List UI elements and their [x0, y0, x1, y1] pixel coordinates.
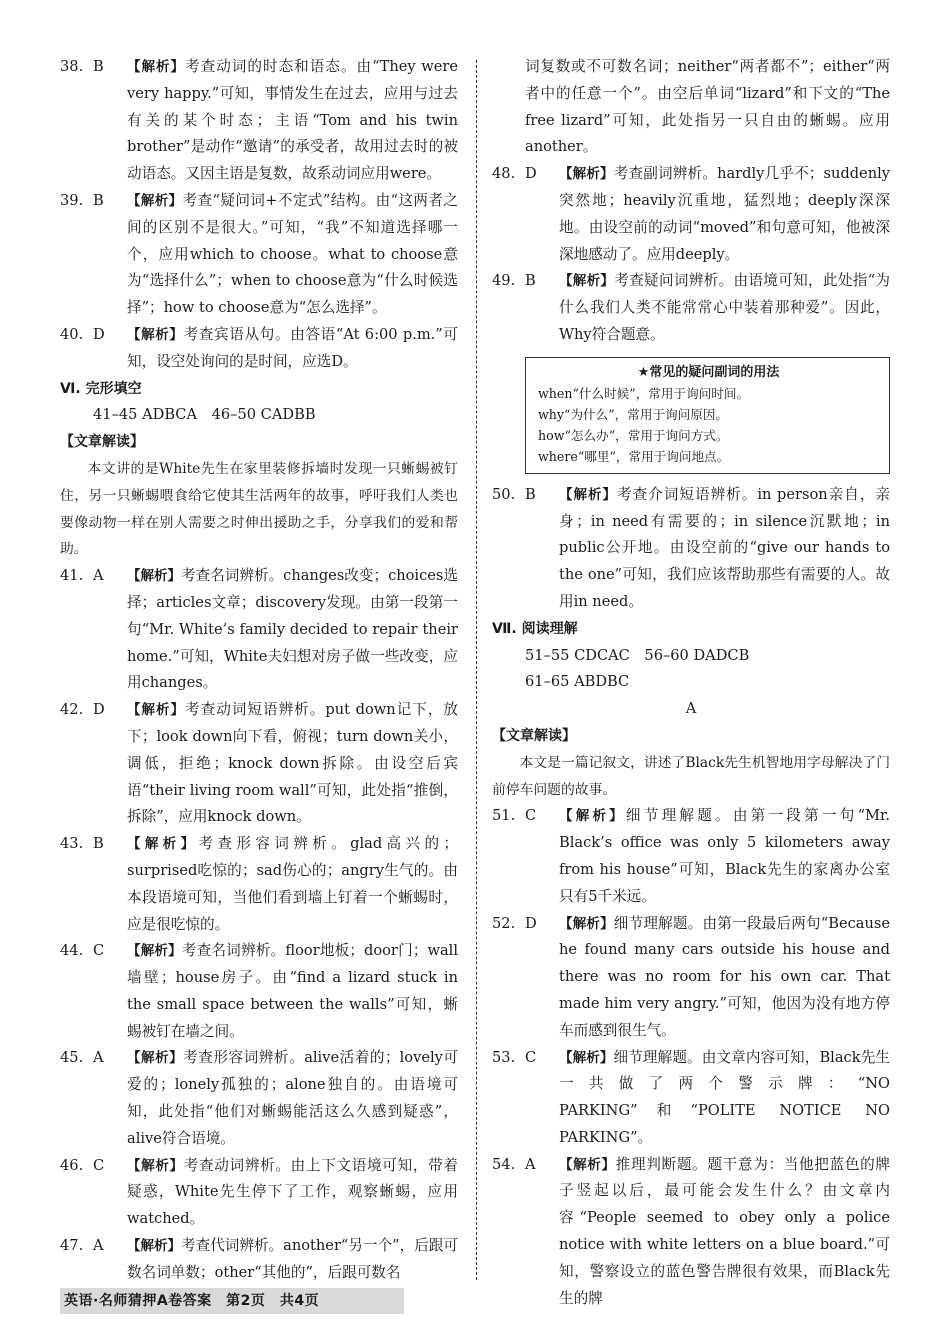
explanation-text: 考查副词辨析。hardly几乎不；suddenly突然地；heavily沉重地，猛烈地；deeply深深地。由设空前的动词“moved”和句意可知，他被深深地感动了。应用deeply。 — [559, 165, 890, 263]
answer-item-46 — [60, 1153, 458, 1233]
article-summary: 本文是一篇记叙文，讲述了Black先生机智地用字母解决了门前停车问题的故事。 — [492, 754, 890, 798]
explanation-text: 细节理解题。由第一段第一句“Mr. Black’s office was only 5 kilometers away from his house”可知，Black先生的家离办公室只有5千米远。 — [559, 807, 891, 905]
answer-letter: B — [93, 191, 104, 209]
explanation-text: 考查形容词辨析。glad高兴的；surprised吃惊的；sad伤心的；angry生气的。由本段语境可知，当他们看到墙上钉着一个蜥蜴时，应是很吃惊的。 — [127, 835, 458, 933]
item-number: 43. — [60, 835, 84, 853]
explanation-text: 细节理解题。由文章内容可知，Black先生一共做了两个警示牌：“NO PARKING”和“POLITE NOTICE NO PARKING”。 — [559, 1048, 890, 1146]
item-number: 46. — [60, 1156, 84, 1174]
explanation-text: 考查“疑问词+不定式”结构。由“这两者之间的区别不是很大。”可知，“我”不知道选择哪一个，应用which to choose。what to choose意为“选择什么”；when to choose意为“什么时候选择”；how to choose意为“怎么选择”。 — [127, 191, 458, 317]
answer-letter: C — [525, 807, 537, 825]
tip-line: how“怎么办”，常用于询问方式。 — [538, 427, 729, 443]
passage-label: A — [685, 700, 697, 718]
item-number: 40. — [60, 325, 84, 343]
item-number: 52. — [492, 914, 516, 932]
answer-item-51 — [492, 803, 890, 910]
answer-letter: C — [525, 1048, 537, 1066]
analysis-tag: 【解析】 — [127, 702, 186, 719]
analysis-tag: 【解析】 — [127, 943, 182, 960]
explanation — [127, 1153, 458, 1233]
reading-answers-1: 51–55 CDCAC 56–60 DADCB — [525, 646, 750, 664]
item-number: 51. — [492, 807, 516, 825]
answer-letter: A — [525, 1155, 536, 1173]
page-footer: 英语·名师猜押A卷答案 第2页 共4页 — [60, 1288, 404, 1314]
explanation-text: 考查形容词辨析。alive活着的；lovely可爱的；lonely孤独的；alone独自的。由语境可知，此处指“他们对蜥蜴能活这么久感到疑惑”，alive符合语境。 — [127, 1049, 459, 1147]
explanation-text: 考查动词短语辨析。put down记下，放下；look down向下看，俯视；turn down关小，调低，拒绝；knock down拆除。由设空后宾语“their living room wall”可知，此处指“推倒，拆除”，应用knock down。 — [127, 701, 459, 826]
explanation — [559, 161, 890, 268]
analysis-tag: 【解析】 — [559, 166, 614, 183]
explanation-text: 考查疑问词辨析。由语境可知，此处指“为什么我们人类不能常常心中装着那种爱”。因此，Why符合题意。 — [559, 272, 890, 343]
explanation — [559, 803, 890, 910]
tip-line: where“哪里”，常用于询问地点。 — [538, 448, 730, 464]
analysis-tag: 【解析】 — [559, 915, 614, 932]
answer-item-44 — [60, 938, 458, 1045]
answer-item-53 — [492, 1045, 890, 1152]
analysis-tag: 【解析】 — [127, 568, 181, 585]
explanation-text: 考查动词的时态和语态。由“They were very happy.”可知，事情发生在过去，应用与过去有关的某个时态；主语“Tom and his twin brother”是动作“邀请”的承受者，故用过去时的被动语态。又因主语是复数，故系动词应用were。 — [127, 58, 459, 183]
explanation — [127, 563, 458, 697]
answer-letter: B — [525, 485, 536, 503]
article-heading: 【文章解读】 — [60, 434, 144, 451]
explanation — [127, 1233, 458, 1287]
explanation — [559, 482, 890, 616]
answer-item-54 — [492, 1152, 890, 1313]
analysis-tag: 【解析】 — [127, 836, 199, 853]
answer-letter: B — [525, 272, 536, 290]
left-column — [60, 54, 458, 1287]
analysis-tag: 【解析】 — [127, 326, 184, 343]
cloze-answers: 41–45 ADBCA 46–50 CADBB — [93, 406, 316, 424]
section-heading-reading: Ⅶ. 阅读理解 — [492, 620, 578, 637]
item-number: 44. — [60, 942, 84, 960]
analysis-tag: 【解析】 — [127, 1157, 184, 1174]
reading-answers-2: 61–65 ABDBC — [525, 673, 630, 691]
item-number: 39. — [60, 191, 84, 209]
answer-item-42 — [60, 697, 458, 831]
answer-item-47-continued: 词复数或不可数名词；neither“两者都不”；either“两者中的任意一个”。由空后单词“lizard”和下文的“The free lizard”可知，此处指另一只自由的蜥蜴。应用another。 — [525, 58, 890, 156]
explanation — [127, 697, 458, 831]
article-summary: 本文讲的是White先生在家里装修拆墙时发现一只蜥蜴被钉住，另一只蜥蜴喂食给它使其生活两年的故事，呼吁我们人类也要像动物一样在别人需要之时伸出援助之手，分享我们的爱和帮助。 — [60, 460, 458, 558]
explanation-text: 考查代词辨析。another“另一个”，后跟可数名词单数；other“其他的”，后跟可数名 — [127, 1237, 458, 1281]
item-number: 48. — [492, 165, 516, 183]
item-number: 45. — [60, 1049, 84, 1067]
analysis-tag: 【解析】 — [559, 1049, 614, 1066]
item-number: 50. — [492, 485, 516, 503]
answer-item-40 — [60, 322, 458, 376]
tip-line: when“什么时候”，常用于询问时间。 — [538, 385, 750, 401]
explanation — [559, 268, 890, 348]
analysis-tag: 【解析】 — [127, 1050, 184, 1067]
answer-letter: B — [93, 835, 104, 853]
explanation — [559, 911, 890, 1045]
analysis-tag: 【解析】 — [559, 808, 626, 825]
tip-line: why“为什么”，常用于询问原因。 — [538, 406, 729, 422]
answer-item-50 — [492, 482, 890, 616]
answer-letter: A — [93, 1237, 104, 1255]
answer-item-52 — [492, 911, 890, 1045]
answer-letter: A — [93, 1049, 104, 1067]
explanation — [559, 1152, 890, 1313]
answer-item-49 — [492, 268, 890, 348]
answer-item-48 — [492, 161, 890, 268]
explanation-text: 考查动词辨析。由上下文语境可知，带着疑惑，White先生停下了工作，观察蜥蜴，应用watched。 — [127, 1156, 458, 1228]
answer-item-45 — [60, 1045, 458, 1152]
answer-letter: C — [93, 942, 105, 960]
explanation — [127, 322, 458, 376]
item-number: 42. — [60, 701, 84, 719]
explanation — [127, 54, 458, 188]
right-column — [492, 54, 890, 1312]
item-number: 38. — [60, 58, 84, 75]
item-number: 49. — [492, 272, 516, 290]
explanation — [127, 1045, 458, 1152]
analysis-tag: 【解析】 — [127, 1238, 181, 1255]
explanation-text: 考查介词短语辨析。in person亲自，亲身；in need有需要的；in silence沉默地；in public公开地。由设空前的“give our hands to the one”可知，我们应该帮助那些有需要的人。故用in need。 — [559, 485, 891, 610]
explanation — [127, 831, 458, 938]
answer-letter: D — [525, 914, 537, 932]
section-heading-cloze: Ⅵ. 完形填空 — [60, 380, 142, 397]
answer-item-38 — [60, 54, 458, 188]
answer-letter: C — [93, 1156, 105, 1174]
analysis-tag: 【解析】 — [127, 192, 183, 209]
analysis-tag: 【解析】 — [127, 59, 186, 75]
item-number: 47. — [60, 1237, 84, 1255]
item-number: 53. — [492, 1048, 516, 1066]
tip-box-title: ★常见的疑问副词的用法 — [637, 364, 780, 380]
analysis-tag: 【解析】 — [559, 486, 617, 503]
explanation — [559, 1045, 890, 1152]
answer-item-47 — [60, 1233, 458, 1287]
answer-letter: D — [93, 701, 105, 719]
column-divider — [476, 60, 477, 1280]
item-number: 41. — [60, 567, 84, 585]
answer-letter: B — [93, 58, 104, 75]
answer-item-43 — [60, 831, 458, 938]
answer-letter: D — [93, 325, 105, 343]
explanation-text: 考查宾语从句。由答语“At 6:00 p.m.”可知，设空处询问的是时间，应选D。 — [127, 325, 458, 370]
answer-item-39 — [60, 188, 458, 322]
explanation — [127, 188, 458, 322]
answer-letter: D — [525, 165, 537, 183]
article-heading: 【文章解读】 — [492, 727, 576, 744]
explanation-text: 考查名词辨析。changes改变；choices选择；articles文章；discovery发现。由第一段第一句“Mr. White’s family decided to repair their home.”可知，White夫妇想对房子做一些改变，应用changes。 — [127, 567, 458, 692]
tip-box — [525, 357, 890, 474]
explanation — [127, 938, 458, 1045]
item-number: 54. — [492, 1155, 516, 1173]
explanation-text: 推理判断题。题干意为：当他把蓝色的牌子竖起以后，最可能会发生什么？由文章内容“People seemed to obey only a police notice with white letters on a blue board.”可知，警察设立的蓝色警告牌很有效果，而Black先生的牌 — [559, 1155, 890, 1307]
answer-item-41 — [60, 563, 458, 697]
explanation-text: 考查名词辨析。floor地板；door门；wall墙壁；house房子。由“find a lizard stuck in the small space between the walls”可知，蜥蜴被钉在墙之间。 — [127, 942, 459, 1040]
analysis-tag: 【解析】 — [559, 1156, 616, 1173]
answer-letter: A — [93, 567, 104, 585]
explanation-text: 细节理解题。由第一段最后两句“Because he found many cars outside his house and there was no room for his own car. That made him very angry.”可知，他因为没有地方停车而感到很生气。 — [559, 914, 891, 1039]
analysis-tag: 【解析】 — [559, 273, 615, 290]
